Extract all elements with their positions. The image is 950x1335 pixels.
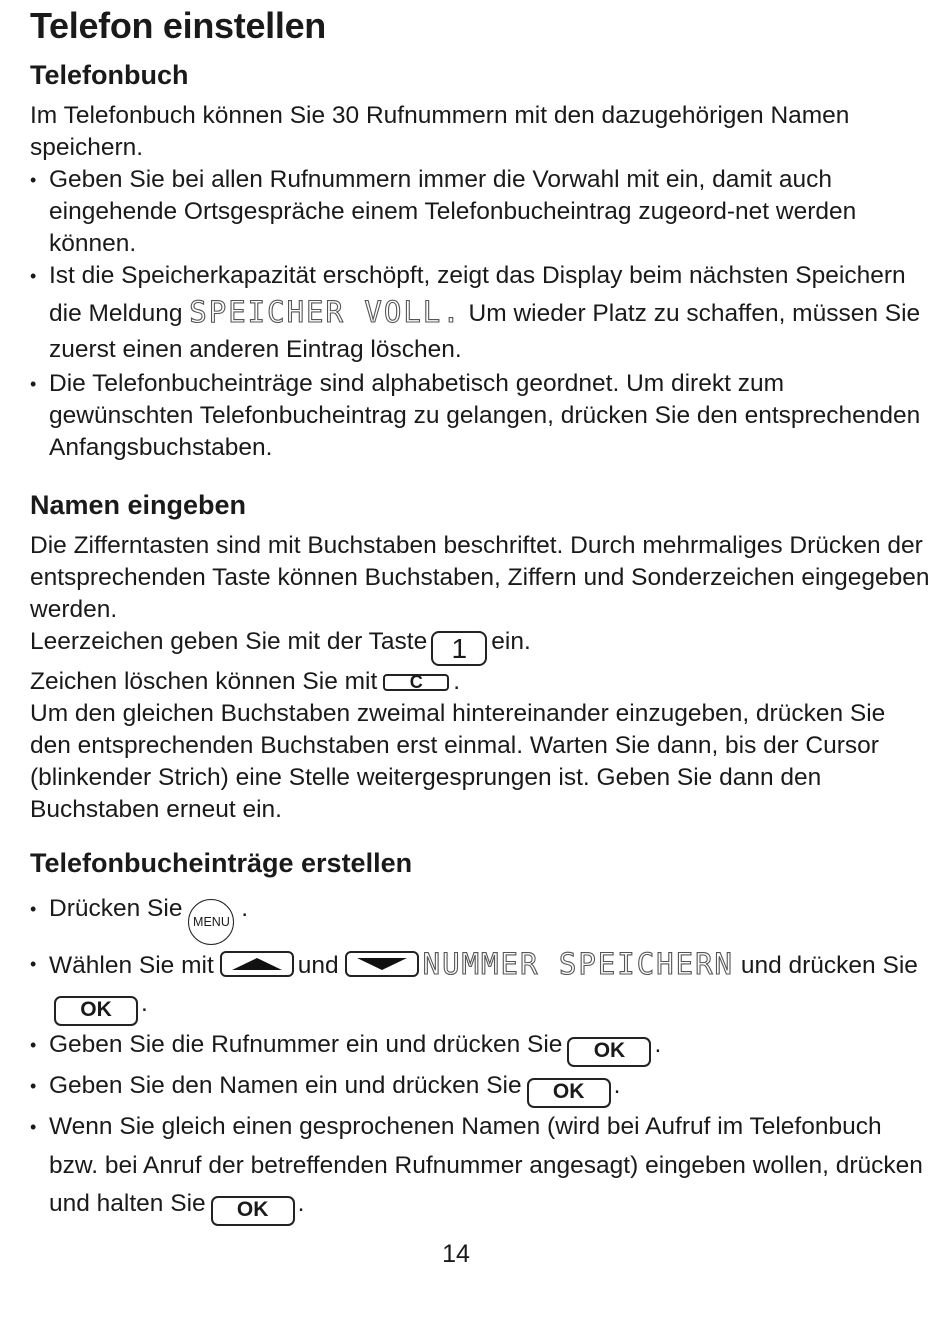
ok-key[interactable]: OK: [54, 996, 138, 1026]
up-arrow-icon: [230, 955, 284, 973]
down-arrow-key[interactable]: [345, 951, 419, 977]
key-c[interactable]: C: [383, 674, 449, 691]
ok-key[interactable]: OK: [211, 1196, 295, 1226]
menu-key[interactable]: MENU: [188, 899, 234, 945]
down-arrow-icon: [355, 955, 409, 973]
section-heading-eintraege-erstellen: Telefonbucheinträge erstellen: [30, 848, 413, 878]
loeschen-line: Zeichen löschen können Sie mit C .: [30, 668, 461, 695]
step-namen: • Geben Sie den Namen ein und drücken Sie OK .: [30, 1067, 930, 1108]
step-sprachname: • Wenn Sie gleich einen gesprochenen Namen (wird bei Aufruf im Telefonbuch bzw. bei Anruf der betreffenden Rufnummer angesagt) eingeben wollen, drücken und halten Sie OK .: [30, 1108, 930, 1226]
telefonbuch-intro: Im Telefonbuch können Sie 30 Rufnummern mit den dazugehörigen Namen speichern.: [30, 102, 850, 161]
eintraege-steps: [30, 890, 930, 1226]
bullet-alphabetisch: • Die Telefonbucheinträge sind alphabetisch geordnet. Um direkt zum gewünschten Telefonbucheintrag zu gelangen, drücken Sie den entsprechenden Anfangsbuchstaben.: [30, 368, 930, 464]
step-menu: • Drücken Sie MENU .: [30, 890, 930, 945]
bullet-vorwahl: • Geben Sie bei allen Rufnummern immer die Vorwahl mit ein, damit auch eingehende Ortsgespräche einem Telefonbucheintrag zugeord-net werden können.: [30, 164, 930, 260]
lcd-speicher-voll: SPEICHER VOLL.: [189, 295, 462, 329]
ok-key[interactable]: OK: [527, 1078, 611, 1108]
leerzeichen-line: Leerzeichen geben Sie mit der Taste 1 ein.: [30, 628, 531, 664]
section-heading-telefonbuch: Telefonbuch: [30, 60, 189, 90]
step-rufnummer: • Geben Sie die Rufnummer ein und drücken Sie OK .: [30, 1026, 930, 1067]
manual-page: [30, 0, 930, 1226]
ok-key[interactable]: OK: [567, 1037, 651, 1067]
doppelbuchstaben-text: Um den gleichen Buchstaben zweimal hintereinander einzugeben, drücken Sie den entsprechenden Buchstaben erst einmal. Warten Sie dann, bis der Cursor (blinkender Strich) eine Stelle weitergesprungen ist. Geben Sie dann den Buchstaben erneut ein.: [30, 700, 886, 823]
page-number: 14: [442, 1240, 470, 1268]
key-1[interactable]: 1: [431, 631, 487, 666]
lcd-nummer-speichern: NUMMER SPEICHERN: [422, 947, 735, 981]
section-heading-namen-eingeben: Namen eingeben: [30, 490, 247, 520]
telefonbuch-bullets: [30, 164, 930, 464]
step-waehlen: • Wählen Sie mit und NUMMER SPEICHERN und drücken SieOK .: [30, 945, 930, 1026]
up-arrow-key[interactable]: [220, 951, 294, 977]
namen-eingeben-intro: Die Zifferntasten sind mit Buchstaben beschriftet. Durch mehrmaliges Drücken der entsprechenden Taste können Buchstaben, Ziffern und Sonderzeichen eingegeben werden.: [30, 532, 930, 623]
page-title: Telefon einstellen: [30, 5, 326, 46]
bullet-speicher-voll: • Ist die Speicherkapazität erschöpft, zeigt das Display beim nächsten Speichern die Meldung SPEICHER VOLL. Um wieder Platz zu schaffen, müssen Sie zuerst einen anderen Eintrag löschen.: [30, 258, 930, 368]
